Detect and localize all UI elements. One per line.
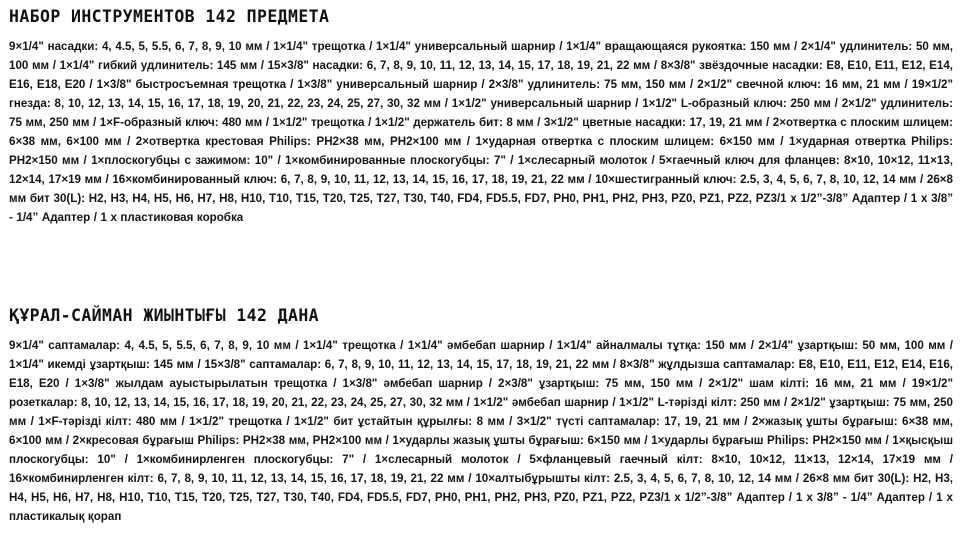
kazakh-section — [9, 305, 953, 526]
russian-section — [9, 6, 953, 227]
russian-heading: НАБОР ИНСТРУМЕНТОВ 142 ПРЕДМЕТА — [9, 7, 330, 26]
russian-tool-list: 9×1/4" насадки: 4, 4.5, 5, 5.5, 6, 7, 8, 9, 10 мм / 1×1/4" трещотка / 1×1/4" универсальный шарнир / 1×1/4" вращающаяся рукоятка: 150 мм / 2×1/4" удлинитель: 50 мм, 100 мм / 1×1/4" гибкий удлинитель: 145 мм / 15×3/8" насадки: 6, 7, 8, 9, 10, 11, 12, 13, 14, 15, 17, 18, 19, 21, 22 мм / 8×3/8" звёздочные насадки: E8, E10, E11, E12, E14, E16, E18, E20 / 1×3/8" быстросъемная трещотка / 1×3/8" универсальный шарнир / 2×3/8" удлинитель: 75 мм, 150 мм / 2×1/2" свечной ключ: 16 мм, 21 мм / 19×1/2" гнезда: 8, 10, 12, 13, 14, 15, 16, 17, 18, 19, 20, 21, 22, 23, 24, 25, 27, 30, 32 мм / 1×1/2" универсальный шарнир / 1×1/2" L-образный ключ: 250 мм / 2×1/2" удлинитель: 75 мм, 250 мм / 1×F-образный ключ: 480 мм / 1×1/2" трещотка / 1×1/2" держатель бит: 8 мм / 3×1/2" цветные насадки: 17, 19, 21 мм / 2×отвертка с плоским шлицем: 6×38 мм, 6×100 мм / 2×отвертка крестовая Philips: PH2×38 мм, PH2×100 мм / 1×ударная отвертка с плоским шлицем: 6×150 мм / 1×ударная отвертка Philips: PH2×150 мм / 1×плоскогубцы с зажимом: 10" / 1×комбинированные плоскогубцы: 7" / 1×слесарный молоток / 5×гаечный ключ для фланцев: 8×10, 10×12, 11×13, 12×14, 17×19 мм / 16×комбинированный ключ: 6, 7, 8, 9, 10, 11, 12, 13, 14, 15, 16, 17, 18, 19, 21, 22 мм / 10×шестигранный ключ: 2.5, 3, 4, 5, 6, 7, 8, 10, 12, 14 мм / 26×8 мм бит 30(L): H2, H3, H4, H5, H6, H7, H8, H10, T10, T15, T20, T25, T27, T30, T40, FD4, FD5.5, FD7, PH0, PH1, PH2, PH3, PZ0, PZ1, PZ2, PZ3/1 x 1/2”-3/8” Адаптер / 1 x 3/8” - 1/4” Адаптер / 1 x пластиковая коробка — [9, 40, 953, 224]
kazakh-tool-list: 9×1/4" саптамалар: 4, 4.5, 5, 5.5, 6, 7, 8, 9, 10 мм / 1×1/4" трещотка / 1×1/4" әмбебап шарнир / 1×1/4" айналмалы тұтқа: 150 мм / 2×1/4" ұзартқыш: 50 мм, 100 мм / 1×1/4" икемді ұзартқыш: 145 мм / 15×3/8" саптамалар: 6, 7, 8, 9, 10, 11, 12, 13, 14, 15, 17, 18, 19, 21, 22 мм / 8×3/8" жұлдызша саптамалар: E8, E10, E11, E12, E14, E16, E18, E20 / 1×3/8" жылдам ауыстырылатын трещотка / 1×3/8" әмбебап шарнир / 2×3/8" ұзартқыш: 75 мм, 150 мм / 2×1/2" шам кілті: 16 мм, 21 мм / 19×1/2" розеткалар: 8, 10, 12, 13, 14, 15, 16, 17, 18, 19, 20, 21, 22, 23, 24, 25, 27, 30, 32 мм / 1×1/2" әмбебап шарнир / 1×1/2" L-тәрізді кілт: 250 мм / 2×1/2" ұзартқыш: 75 мм, 250 мм / 1×F-тәрізді кілт: 480 мм / 1×1/2" трещотка / 1×1/2" бит ұстайтын құрылғы: 8 мм / 3×1/2" түсті саптамалар: 17, 19, 21 мм / 2×жазық ұшты бұрағыш: 6×38 мм, 6×100 мм / 2×кресовая бұрағыш Philips: PH2×38 мм, PH2×100 мм / 1×ударлы жазық ұшты бұрағыш: 6×150 мм / 1×ударлы бұрағыш Philips: PH2×150 мм / 1×қысқыш плоскогубцы: 10" / 1×комбинирленген плоскогубцы: 7" / 1×слесарный молоток / 5×фланцевый гаечный кілт: 8×10, 10×12, 11×13, 12×14, 17×19 мм / 16×комбинирленген кілт: 6, 7, 8, 9, 10, 11, 12, 13, 14, 15, 16, 17, 18, 19, 21, 22 мм / 10×алтыбұрышты кілт: 2.5, 3, 4, 5, 6, 7, 8, 10, 12, 14 мм / 26×8 мм бит 30(L): H2, H3, H4, H5, H6, H7, H8, H10, T10, T15, T20, T25, T27, T30, T40, FD4, FD5.5, FD7, PH0, PH1, PH2, PH3, PZ0, PZ1, PZ2, PZ3/1 x 1/2”-3/8” Адаптер / 1 x 3/8” - 1/4” Адаптер / 1 х пластикалық қорап — [9, 339, 953, 523]
kazakh-heading: ҚҰРАЛ-САЙМАН ЖИЫНТЫҒЫ 142 ДАНА — [9, 306, 320, 325]
